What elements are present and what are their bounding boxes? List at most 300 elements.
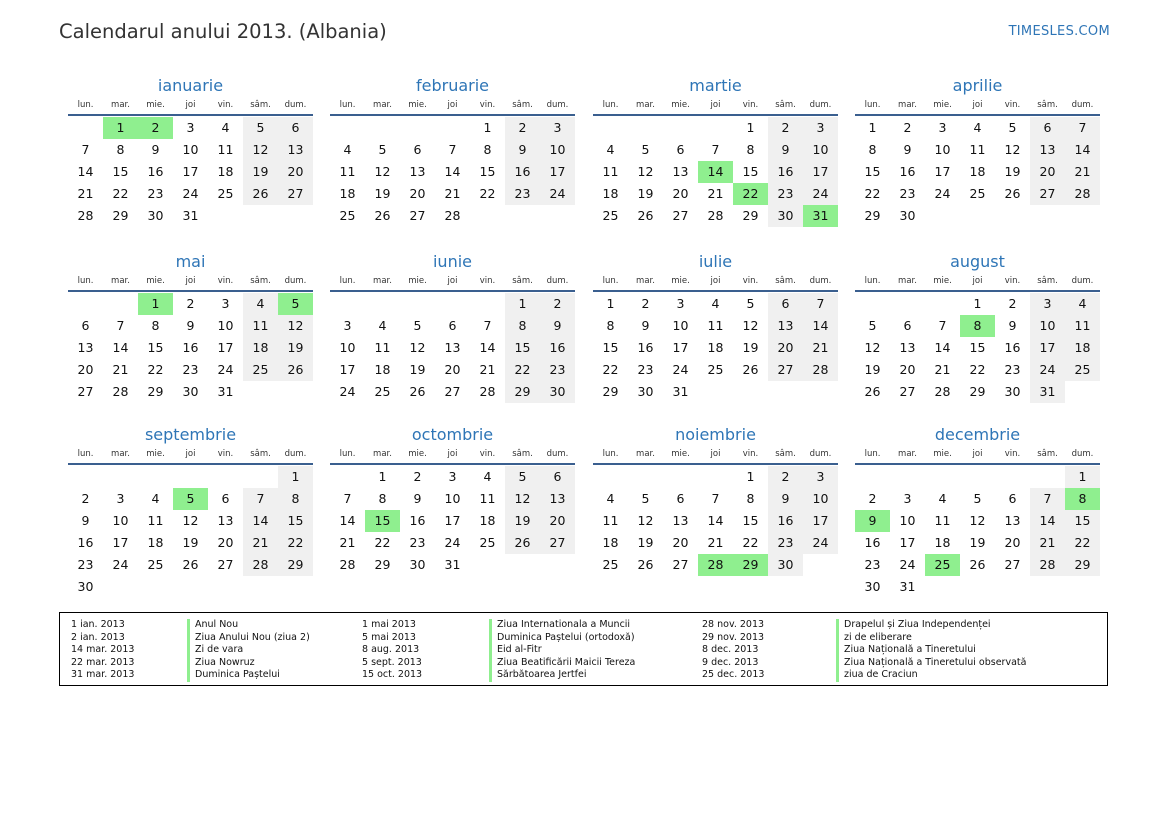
holiday-day-cell: 14	[698, 161, 733, 183]
day-cell: 29	[112, 208, 129, 223]
weekday-header	[593, 98, 838, 116]
day-cell: 15	[742, 513, 759, 528]
weekday-label: vin.	[1004, 276, 1021, 286]
day-cell: 18	[602, 535, 619, 550]
day-cell: 28	[112, 384, 129, 399]
weekday-label: vin.	[1004, 449, 1021, 459]
day-cell: 26	[742, 362, 759, 377]
day-cell: 24	[339, 384, 356, 399]
weekday-label: joi	[447, 100, 458, 110]
page-title: Calendarul anului 2013. (Albania)	[59, 20, 387, 43]
day-cell: 24	[540, 183, 575, 205]
weekday-label: mie.	[146, 100, 165, 110]
weekday-header	[593, 274, 838, 292]
day-cell: 13	[217, 513, 234, 528]
day-cell: 24	[672, 362, 689, 377]
day-cell: 13	[444, 340, 461, 355]
day-cell: 18	[243, 337, 278, 359]
day-cell: 24	[182, 186, 199, 201]
day-cell: 8	[868, 142, 877, 157]
day-cell: 18	[934, 535, 951, 550]
day-cell: 13	[768, 315, 803, 337]
month-name: octombrie	[411, 425, 494, 444]
day-cell: 21	[339, 535, 356, 550]
weekday-label: mar.	[898, 276, 917, 286]
day-cell: 22	[1065, 532, 1100, 554]
day-cell: 1	[746, 469, 755, 484]
empty-cell	[68, 117, 103, 139]
weekday-label: dum.	[1071, 100, 1094, 110]
day-cell: 16	[864, 535, 881, 550]
day-cell: 12	[374, 164, 391, 179]
day-cell: 21	[707, 186, 724, 201]
weekday-label: vin.	[217, 100, 234, 110]
weekday-label: joi	[972, 449, 983, 459]
day-cell: 19	[969, 535, 986, 550]
month-name: aprilie	[952, 76, 1003, 95]
empty-cell	[995, 466, 1030, 488]
day-cell: 3	[676, 296, 685, 311]
day-grid	[68, 116, 313, 227]
day-cell: 16	[637, 340, 654, 355]
day-cell: 16	[768, 510, 803, 532]
weekday-label: mie.	[671, 276, 690, 286]
month-februarie	[330, 75, 575, 227]
empty-cell	[663, 117, 698, 139]
day-cell: 14	[243, 510, 278, 532]
day-cell: 3	[803, 117, 838, 139]
day-cell: 11	[374, 340, 391, 355]
day-cell: 1	[505, 293, 540, 315]
day-cell: 30	[768, 205, 803, 227]
empty-cell	[593, 466, 628, 488]
holiday-day-cell: 5	[173, 488, 208, 510]
month-iunie	[330, 251, 575, 403]
legend-holiday-name: zi de eliberare	[836, 632, 912, 645]
legend-date: 1 ian. 2013	[71, 619, 125, 630]
day-cell: 6	[278, 117, 313, 139]
day-cell: 29	[505, 381, 540, 403]
day-cell: 10	[672, 318, 689, 333]
weekday-label: dum.	[809, 276, 832, 286]
weekday-label: joi	[185, 100, 196, 110]
day-cell: 12	[505, 488, 540, 510]
day-cell: 29	[147, 384, 164, 399]
weekday-label: mie.	[408, 449, 427, 459]
day-cell: 4	[378, 318, 387, 333]
day-cell: 30	[182, 384, 199, 399]
day-cell: 26	[278, 359, 313, 381]
legend-date: 5 mai 2013	[362, 631, 416, 643]
day-cell: 2	[505, 117, 540, 139]
day-cell: 20	[77, 362, 94, 377]
day-cell: 27	[217, 557, 234, 572]
empty-cell	[925, 466, 960, 488]
day-cell: 16	[77, 535, 94, 550]
weekday-label: sâm.	[775, 276, 796, 286]
day-cell: 11	[217, 142, 234, 157]
holiday-day-cell: 5	[278, 293, 313, 315]
day-cell: 12	[278, 315, 313, 337]
day-cell: 6	[81, 318, 90, 333]
weekday-label: sâm.	[250, 100, 271, 110]
day-cell: 15	[1065, 510, 1100, 532]
day-cell: 19	[243, 161, 278, 183]
day-cell: 11	[934, 513, 951, 528]
weekday-label: vin.	[1004, 100, 1021, 110]
day-cell: 19	[637, 186, 654, 201]
weekday-label: mie.	[408, 276, 427, 286]
day-cell: 5	[641, 142, 650, 157]
empty-cell	[628, 117, 663, 139]
day-cell: 4	[343, 142, 352, 157]
day-cell: 3	[448, 469, 457, 484]
weekday-label: mie.	[933, 449, 952, 459]
weekday-label: mie.	[146, 449, 165, 459]
holiday-day-cell: 31	[803, 205, 838, 227]
day-cell: 8	[505, 315, 540, 337]
day-cell: 19	[409, 362, 426, 377]
day-cell: 26	[409, 384, 426, 399]
day-cell: 29	[278, 554, 313, 576]
month-name: ianuarie	[157, 76, 224, 95]
day-cell: 13	[672, 513, 689, 528]
day-cell: 5	[378, 142, 387, 157]
month-name: iunie	[432, 252, 472, 271]
day-cell: 24	[444, 535, 461, 550]
day-cell: 28	[1065, 183, 1100, 205]
weekday-label: mar.	[111, 449, 130, 459]
day-cell: 17	[899, 535, 916, 550]
day-cell: 9	[413, 491, 422, 506]
day-cell: 28	[339, 557, 356, 572]
holiday-day-cell: 2	[138, 117, 173, 139]
day-cell: 5	[868, 318, 877, 333]
empty-cell	[470, 293, 505, 315]
month-name: decembrie	[934, 425, 1021, 444]
weekday-label: mie.	[933, 100, 952, 110]
day-cell: 29	[742, 208, 759, 223]
day-cell: 12	[864, 340, 881, 355]
holiday-day-cell: 1	[103, 117, 138, 139]
empty-cell	[1030, 466, 1065, 488]
empty-cell	[890, 466, 925, 488]
day-cell: 11	[707, 318, 724, 333]
weekday-label: mie.	[671, 449, 690, 459]
day-cell: 20	[672, 535, 689, 550]
day-cell: 23	[505, 183, 540, 205]
day-cell: 7	[1030, 488, 1065, 510]
empty-cell	[855, 466, 890, 488]
legend-holiday-name: Drapelul și Ziua Independenței	[836, 619, 991, 632]
day-cell: 18	[339, 186, 356, 201]
day-cell: 10	[803, 488, 838, 510]
day-cell: 23	[768, 183, 803, 205]
day-cell: 24	[934, 186, 951, 201]
legend-holiday-name: Ziua Anului Nou (ziua 2)	[187, 632, 310, 645]
day-cell: 11	[339, 164, 356, 179]
day-cell: 7	[803, 293, 838, 315]
day-cell: 17	[803, 161, 838, 183]
weekday-label: joi	[972, 100, 983, 110]
day-cell: 4	[243, 293, 278, 315]
day-cell: 30	[409, 557, 426, 572]
day-cell: 9	[1008, 318, 1017, 333]
day-cell: 6	[768, 293, 803, 315]
day-cell: 23	[768, 532, 803, 554]
day-cell: 9	[641, 318, 650, 333]
month-iulie	[593, 251, 838, 403]
day-cell: 23	[540, 359, 575, 381]
weekday-header	[593, 447, 838, 465]
day-cell: 2	[81, 491, 90, 506]
day-cell: 21	[1065, 161, 1100, 183]
day-cell: 1	[973, 296, 982, 311]
day-cell: 14	[934, 340, 951, 355]
month-noiembrie	[593, 424, 838, 576]
weekday-header	[68, 98, 313, 116]
empty-cell	[208, 466, 243, 488]
day-cell: 10	[934, 142, 951, 157]
empty-cell	[103, 466, 138, 488]
weekday-label: mar.	[373, 276, 392, 286]
holiday-legend	[59, 612, 1108, 686]
day-cell: 18	[374, 362, 391, 377]
day-cell: 12	[969, 513, 986, 528]
day-cell: 27	[672, 557, 689, 572]
day-cell: 17	[934, 164, 951, 179]
day-cell: 9	[903, 142, 912, 157]
site-link[interactable]: TIMESLES.COM	[1008, 24, 1110, 39]
day-cell: 27	[444, 384, 461, 399]
day-cell: 9	[768, 139, 803, 161]
legend-date: 8 dec. 2013	[702, 644, 759, 655]
day-cell: 4	[973, 120, 982, 135]
day-cell: 4	[606, 491, 615, 506]
weekday-label: sâm.	[250, 276, 271, 286]
legend-date: 28 nov. 2013	[702, 619, 765, 630]
day-cell: 10	[803, 139, 838, 161]
weekday-label: joi	[710, 449, 721, 459]
day-cell: 21	[112, 362, 129, 377]
day-cell: 29	[602, 384, 619, 399]
day-cell: 7	[243, 488, 278, 510]
day-cell: 5	[505, 466, 540, 488]
weekday-label: sâm.	[775, 100, 796, 110]
legend-holiday-name: Duminica Paștelui (ortodoxă)	[489, 632, 635, 645]
weekday-label: mie.	[408, 100, 427, 110]
legend-holiday-name: Zi de vara	[187, 644, 243, 657]
day-cell: 21	[934, 362, 951, 377]
weekday-label: vin.	[479, 100, 496, 110]
day-cell: 12	[637, 164, 654, 179]
weekday-label: vin.	[217, 276, 234, 286]
day-cell: 27	[899, 384, 916, 399]
day-cell: 23	[147, 186, 164, 201]
day-cell: 22	[112, 186, 129, 201]
weekday-label: lun.	[77, 449, 94, 459]
day-cell: 10	[112, 513, 129, 528]
day-cell: 7	[448, 142, 457, 157]
day-cell: 26	[864, 384, 881, 399]
weekday-label: vin.	[217, 449, 234, 459]
empty-cell	[435, 293, 470, 315]
day-cell: 21	[803, 337, 838, 359]
weekday-label: dum.	[284, 276, 307, 286]
empty-cell	[593, 117, 628, 139]
day-cell: 28	[707, 208, 724, 223]
weekday-label: mie.	[146, 276, 165, 286]
day-cell: 19	[505, 510, 540, 532]
legend-holiday-name: Ziua Națională a Tineretului observată	[836, 657, 1026, 670]
day-cell: 30	[899, 208, 916, 223]
weekday-label: joi	[710, 100, 721, 110]
weekday-label: joi	[972, 276, 983, 286]
day-cell: 5	[243, 117, 278, 139]
day-cell: 14	[444, 164, 461, 179]
holiday-day-cell: 28	[698, 554, 733, 576]
weekday-header	[855, 98, 1100, 116]
empty-cell	[330, 466, 365, 488]
day-cell: 2	[903, 120, 912, 135]
day-cell: 2	[768, 117, 803, 139]
month-martie	[593, 75, 838, 227]
day-cell: 21	[444, 186, 461, 201]
day-cell: 20	[1004, 535, 1021, 550]
weekday-label: dum.	[284, 449, 307, 459]
weekday-label: mie.	[933, 276, 952, 286]
day-cell: 27	[540, 532, 575, 554]
day-cell: 2	[186, 296, 195, 311]
day-cell: 28	[803, 359, 838, 381]
day-cell: 23	[899, 186, 916, 201]
day-cell: 20	[217, 535, 234, 550]
weekday-label: mar.	[111, 100, 130, 110]
day-cell: 23	[182, 362, 199, 377]
day-cell: 25	[1065, 359, 1100, 381]
weekday-label: vin.	[742, 449, 759, 459]
day-cell: 7	[711, 491, 720, 506]
weekday-label: lun.	[339, 449, 356, 459]
weekday-label: joi	[447, 449, 458, 459]
day-cell: 23	[409, 535, 426, 550]
empty-cell	[68, 466, 103, 488]
day-cell: 30	[540, 381, 575, 403]
day-cell: 31	[899, 579, 916, 594]
weekday-header	[68, 447, 313, 465]
day-cell: 11	[969, 142, 986, 157]
weekday-header	[330, 98, 575, 116]
legend-holiday-name: Duminica Paștelui	[187, 669, 280, 682]
weekday-label: dum.	[809, 100, 832, 110]
day-cell: 23	[864, 557, 881, 572]
day-cell: 25	[602, 208, 619, 223]
legend-holiday-name: ziua de Craciun	[836, 669, 918, 682]
weekday-label: vin.	[479, 449, 496, 459]
day-cell: 27	[278, 183, 313, 205]
day-cell: 24	[112, 557, 129, 572]
weekday-label: joi	[710, 276, 721, 286]
day-cell: 2	[413, 469, 422, 484]
day-cell: 2	[540, 293, 575, 315]
day-cell: 9	[540, 315, 575, 337]
month-august	[855, 251, 1100, 403]
day-cell: 12	[182, 513, 199, 528]
day-grid	[68, 292, 313, 403]
month-name: iulie	[698, 252, 733, 271]
day-cell: 19	[742, 340, 759, 355]
day-cell: 31	[1030, 381, 1065, 403]
day-cell: 19	[864, 362, 881, 377]
day-cell: 15	[602, 340, 619, 355]
day-cell: 11	[602, 513, 619, 528]
day-cell: 11	[243, 315, 278, 337]
day-cell: 11	[147, 513, 164, 528]
month-name: februarie	[415, 76, 490, 95]
day-cell: 17	[1030, 337, 1065, 359]
day-cell: 14	[1030, 510, 1065, 532]
day-cell: 1	[746, 120, 755, 135]
day-cell: 3	[186, 120, 195, 135]
day-cell: 28	[444, 208, 461, 223]
day-cell: 28	[243, 554, 278, 576]
day-cell: 11	[1065, 315, 1100, 337]
weekday-header	[330, 447, 575, 465]
day-cell: 22	[147, 362, 164, 377]
day-cell: 19	[1004, 164, 1021, 179]
day-cell: 24	[899, 557, 916, 572]
day-cell: 7	[711, 142, 720, 157]
day-cell: 20	[1030, 161, 1065, 183]
day-cell: 12	[637, 513, 654, 528]
day-cell: 19	[278, 337, 313, 359]
day-cell: 16	[409, 513, 426, 528]
holiday-day-cell: 15	[365, 510, 400, 532]
holiday-day-cell: 1	[138, 293, 173, 315]
day-cell: 16	[768, 161, 803, 183]
weekday-header	[855, 447, 1100, 465]
day-cell: 5	[413, 318, 422, 333]
day-cell: 12	[742, 318, 759, 333]
weekday-label: lun.	[602, 449, 619, 459]
day-grid	[593, 465, 838, 576]
legend-holiday-name: Anul Nou	[187, 619, 238, 632]
day-cell: 15	[479, 164, 496, 179]
weekday-label: mar.	[636, 276, 655, 286]
day-cell: 4	[221, 120, 230, 135]
day-cell: 25	[217, 186, 234, 201]
holiday-day-cell: 9	[855, 510, 890, 532]
legend-date: 15 oct. 2013	[362, 669, 423, 680]
day-cell: 14	[707, 513, 724, 528]
day-cell: 17	[672, 340, 689, 355]
day-cell: 7	[1065, 117, 1100, 139]
holiday-day-cell: 8	[960, 315, 995, 337]
day-cell: 26	[243, 183, 278, 205]
day-cell: 1	[1065, 466, 1100, 488]
weekday-label: lun.	[77, 100, 94, 110]
day-grid	[593, 116, 838, 227]
day-cell: 4	[938, 491, 947, 506]
weekday-label: sâm.	[512, 100, 533, 110]
month-aprilie	[855, 75, 1100, 227]
month-name: martie	[689, 76, 742, 95]
day-cell: 14	[1065, 139, 1100, 161]
day-cell: 26	[374, 208, 391, 223]
empty-cell	[400, 293, 435, 315]
day-cell: 17	[444, 513, 461, 528]
empty-cell	[138, 466, 173, 488]
